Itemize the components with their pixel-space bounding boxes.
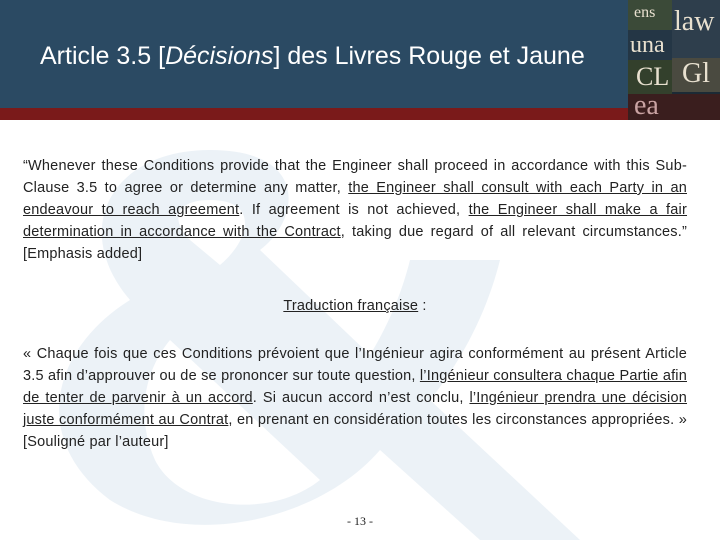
- logo-text: una: [630, 32, 665, 58]
- quote-en-underline-1: the Engineer shall consult with each Party in an endeavour to reach agreement: [23, 180, 687, 218]
- logo-collage: [628, 0, 720, 120]
- translation-heading-suffix: :: [418, 298, 427, 314]
- translation-heading-label: Traduction française: [283, 298, 419, 314]
- page-number: - 13 -: [347, 514, 373, 528]
- slide-header: [0, 0, 720, 108]
- logo-tile-una: [628, 30, 672, 60]
- quote-en-underline-2: the Engineer shall make a fair determination in accordance with the Contract: [23, 202, 688, 240]
- quote-fr-text-3: , en prenant en considération toutes les circonstances appropriées. » [Souligné par l’auteur]: [23, 412, 687, 450]
- logo-text: ens: [634, 4, 656, 21]
- accent-bar: [0, 108, 665, 120]
- translation-heading: [23, 295, 687, 317]
- logo-tile-gl: [672, 58, 720, 92]
- quote-en-text-3: , taking due regard of all relevant circumstances.” [Emphasis added]: [23, 224, 688, 262]
- quote-fr-text-1: « Chaque fois que ces Conditions prévoient que l’Ingénieur agira conformément au présent Article 3.5 afin d’approuver ou de se prononcer sur toute question,: [23, 346, 687, 384]
- slide-title: [40, 42, 585, 71]
- logo-text: ea: [634, 94, 659, 120]
- quote-english: [23, 155, 687, 265]
- logo-text: law: [674, 6, 715, 37]
- logo-text: Gl: [682, 58, 710, 89]
- title-suffix: ] des Livres Rouge et Jaune: [273, 42, 585, 70]
- title-prefix: Article 3.5 [: [40, 42, 166, 70]
- quote-en-text-1: “Whenever these Conditions provide that the Engineer shall proceed in accordance with this Sub-Clause 3.5 to agree or determine any matter,: [23, 158, 687, 196]
- logo-tile-cl: [628, 60, 672, 94]
- quote-en-text-2: . If agreement is not achieved,: [239, 202, 469, 218]
- quote-fr-underline-1: l’Ingénieur consultera chaque Partie afin de tenter de parvenir à un accord: [23, 368, 687, 406]
- title-italic: Décisions: [165, 42, 274, 70]
- logo-tile-law: [672, 0, 720, 58]
- quote-fr-underline-2: l’Ingénieur prendra une décision juste conformément au Contrat: [23, 390, 688, 428]
- logo-text: CL: [636, 62, 670, 91]
- logo-tile-ens: [628, 0, 672, 30]
- quote-fr-text-2: . Si aucun accord n’est conclu,: [252, 390, 470, 406]
- quote-french: [23, 343, 687, 453]
- logo-tile-ea: [628, 94, 720, 120]
